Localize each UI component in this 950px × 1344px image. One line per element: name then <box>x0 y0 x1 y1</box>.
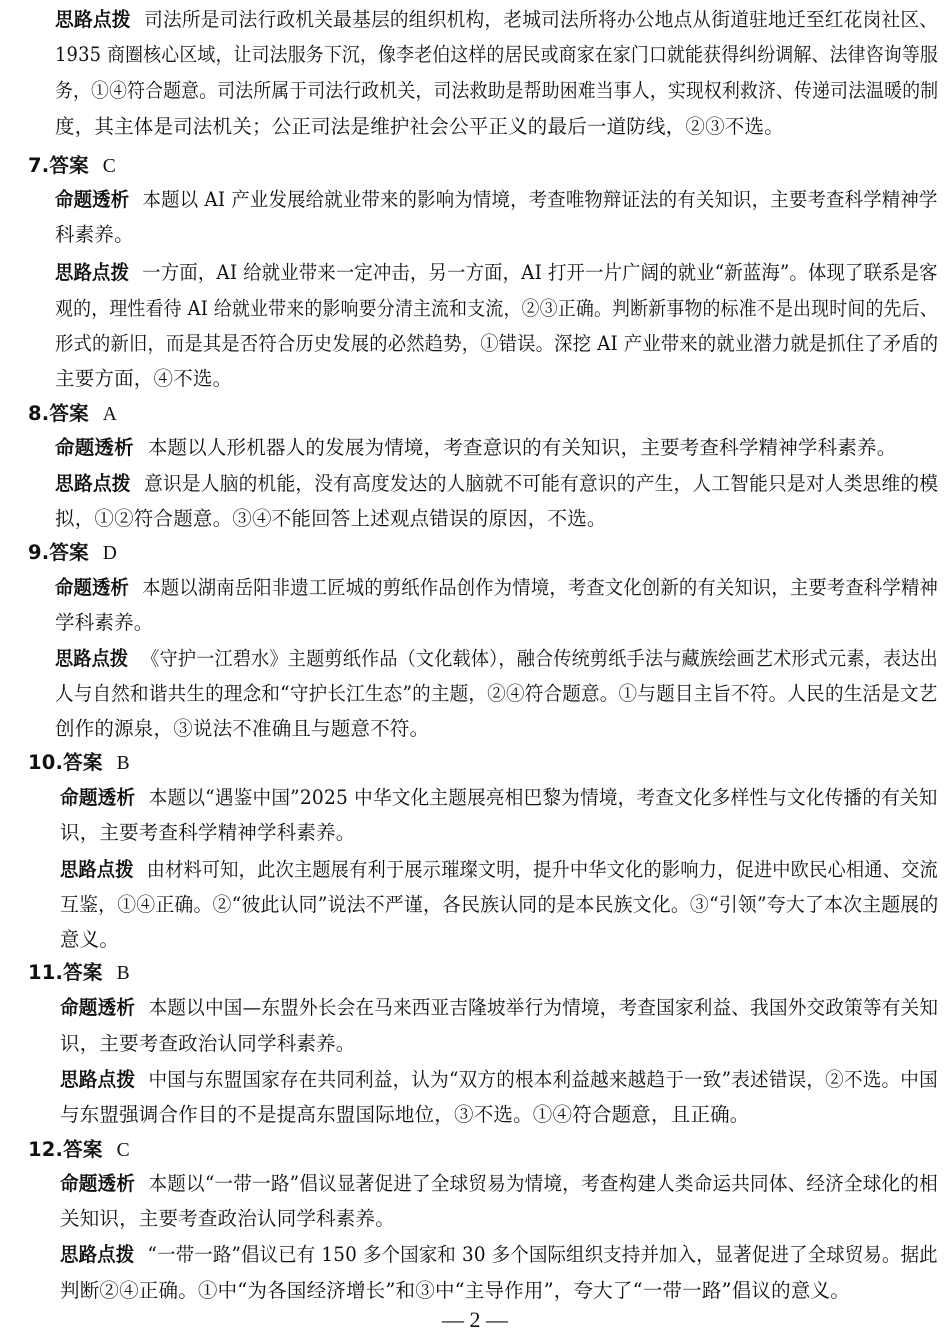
answer-value: D <box>102 543 118 564</box>
item-7-analysis-line-1: 思路点拨 一方面，AI 给就业带来一定冲击，另一方面，AI 打开一片广阔的就业“新蓝海”。体现了联系是客 <box>55 261 938 284</box>
analysis-label: 思路点拨 <box>60 1243 135 1266</box>
item-9-analysis-line-1: 思路点拨 《守护一江碧水》主题剪纸作品（文化载体），融合传统剪纸手法与藏族绘画艺术形式元素，表达出 <box>55 647 938 670</box>
item-9-intent-line-2: 学科素养。 <box>55 611 154 634</box>
item-6-analysis-line-3: 务，①④符合题意。司法所属于司法行政机关，司法救助是帮助困难当事人，实现权利救济、传递司法温暖的制 <box>55 79 939 102</box>
item-8-answer-row <box>28 397 117 431</box>
answer-label: 答案 <box>63 961 103 984</box>
item-11-analysis-line-2: 与东盟强调合作目的不是提高东盟国际地位，③不选。①④符合题意，且正确。 <box>60 1103 750 1126</box>
question-number: 9. <box>28 541 50 564</box>
item-9-answer-row <box>28 536 117 570</box>
item-7-intent-line-1: 命题透析 本题以 AI 产业发展给就业带来的影响为情境，考查唯物辩证法的有关知识，主要考查科学精神学 <box>55 188 938 211</box>
item-11-answer-row <box>28 956 130 990</box>
question-number: 7. <box>28 154 50 177</box>
item-12-analysis-line-2: 判断②④正确。①中“为各国经济增长”和③中“主导作用”，夸大了“一带一路”倡议的意义。 <box>60 1279 850 1302</box>
question-number: 8. <box>28 402 50 425</box>
analysis-label: 思路点拨 <box>55 472 131 495</box>
question-number: 11. <box>28 961 64 984</box>
item-8-analysis-line-1: 思路点拨 意识是人脑的机能，没有高度发达的人脑就不可能有意识的产生，人工智能只是对人类思维的模 <box>55 472 939 495</box>
item-11-intent-line-1: 命题透析 本题以中国—东盟外长会在马来西亚吉隆坡举行为情境，考查国家利益、我国外交政策等有关知 <box>60 996 939 1019</box>
analysis-label: 思路点拨 <box>60 1068 136 1091</box>
item-9-analysis-line-3: 创作的源泉，③说法不准确且与题意不符。 <box>55 717 430 740</box>
item-7-intent-line-2: 科素养。 <box>55 223 134 246</box>
item-8-intent-line-1: 命题透析 本题以人形机器人的发展为情境，考查意识的有关知识，主要考查科学精神学科素养。 <box>55 436 897 459</box>
answer-value: C <box>116 1140 130 1161</box>
item-10-intent-line-1: 命题透析 本题以“遇鉴中国”2025 中华文化主题展亮相巴黎为情境，考查文化多样性与文化传播的有关知 <box>60 786 938 809</box>
item-10-analysis-line-1: 思路点拨 由材料可知，此次主题展有利于展示璀璨文明，提升中华文化的影响力，促进中欧民心相通、交流 <box>60 858 938 881</box>
answer-label: 答案 <box>63 751 103 774</box>
item-9-analysis-line-2: 人与自然和谐共生的理念和“守护长江生态”的主题，②④符合题意。①与题目主旨不符。人民的生活是文艺 <box>55 682 938 705</box>
item-7-analysis-line-4: 主要方面，④不选。 <box>55 367 233 390</box>
intent-label: 命题透析 <box>55 188 130 211</box>
analysis-label: 思路点拨 <box>55 8 131 31</box>
intent-label: 命题透析 <box>60 786 136 809</box>
item-11-intent-line-2: 识，主要考查政治认同学科素养。 <box>60 1032 356 1055</box>
item-7-answer-row <box>28 149 116 183</box>
item-8-analysis-line-2: 拟，①②符合题意。③④不能回答上述观点错误的原因，不选。 <box>55 507 607 530</box>
intent-label: 命题透析 <box>55 576 130 599</box>
question-number: 12. <box>28 1138 64 1161</box>
answer-value: B <box>116 753 130 774</box>
item-12-answer-row <box>28 1133 130 1167</box>
item-7-analysis-line-2: 观的，理性看待 AI 给就业带来的影响要分清主流和支流，②③正确。判断新事物的标准不是出现时间的先后、 <box>55 297 938 320</box>
intent-label: 命题透析 <box>60 996 136 1019</box>
item-11-analysis-line-1: 思路点拨 中国与东盟国家存在共同利益，认为“双方的根本利益越来越趋于一致”表述错误，②不选。中国 <box>60 1068 938 1091</box>
item-7-analysis-line-3: 形式的新旧，而是其是否符合历史发展的必然趋势，①错误。深挖 AI 产业带来的就业潜力就是抓住了矛盾的 <box>55 332 939 355</box>
item-6-analysis-line-4: 度，其主体是司法机关；公正司法是维护社会公平正义的最后一道防线，②③不选。 <box>55 115 784 138</box>
answer-value: A <box>102 404 118 425</box>
analysis-label: 思路点拨 <box>55 261 130 284</box>
page-number: — 2 — <box>442 1307 508 1332</box>
item-6-analysis-line-2: 1935 商圈核心区域，让司法服务下沉，像李老伯这样的居民或商家在家门口就能获得纠纷调解、法律咨询等服 <box>55 43 939 66</box>
answer-label: 答案 <box>63 1138 103 1161</box>
item-10-analysis-line-2: 互鉴，①④正确。②“彼此认同”说法不严谨，各民族认同的是本民族文化。③“引领”夸大了本次主题展的 <box>60 893 939 916</box>
item-6-analysis-line-1: 思路点拨 司法所是司法行政机关最基层的组织机构，老城司法所将办公地点从街道驻地迁至红花岗社区、 <box>55 8 939 31</box>
answer-label: 答案 <box>49 154 89 177</box>
analysis-label: 思路点拨 <box>60 858 134 881</box>
item-12-intent-line-2: 关知识，主要考查政治认同学科素养。 <box>60 1207 395 1230</box>
item-12-analysis-line-1: 思路点拨 “一带一路”倡议已有 150 多个国家和 30 多个国际组织支持并加入，显著促进了全球贸易。据此 <box>60 1243 938 1266</box>
answer-label: 答案 <box>49 402 89 425</box>
item-10-answer-row <box>28 746 130 780</box>
answer-value: C <box>102 156 117 177</box>
analysis-label: 思路点拨 <box>55 647 129 670</box>
answer-value: B <box>116 963 130 984</box>
question-number: 10. <box>28 751 64 774</box>
item-10-intent-line-2: 识，主要考查科学精神学科素养。 <box>60 821 356 844</box>
item-10-analysis-line-3: 意义。 <box>60 928 120 951</box>
item-9-intent-line-1: 命题透析 本题以湖南岳阳非遗工匠城的剪纸作品创作为情境，考查文化创新的有关知识，主要考查科学精神 <box>55 576 938 599</box>
item-12-intent-line-1: 命题透析 本题以“一带一路”倡议显著促进了全球贸易为情境，考查构建人类命运共同体、经济全球化的相 <box>60 1172 938 1195</box>
answer-label: 答案 <box>49 541 89 564</box>
intent-label: 命题透析 <box>60 1172 136 1195</box>
intent-label: 命题透析 <box>55 436 134 459</box>
